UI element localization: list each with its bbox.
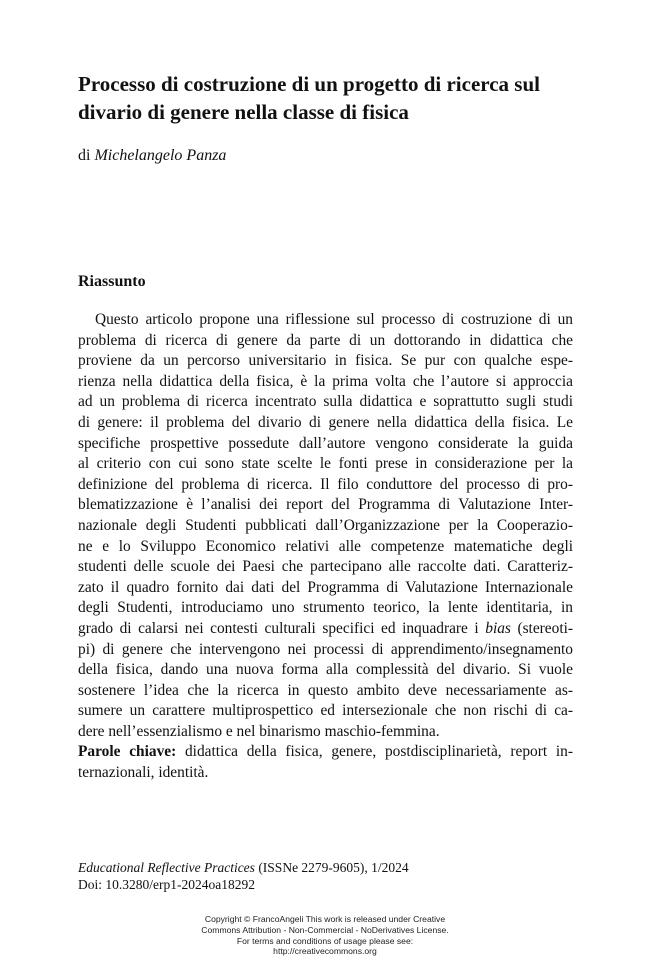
abstract-line: ad un problema di ricerca incentrato sulla didattica e soprattutto sugli studi: [78, 393, 573, 411]
journal-info: [78, 859, 409, 893]
license-notice: [175, 914, 475, 957]
article-title: Processo di costruzione di un progetto di ricerca sul divario di genere nella classe di fisica: [78, 72, 540, 124]
journal-citation: [78, 859, 409, 876]
abstract-line: specifiche prospettive possedute dall’autore vengono considerate la guida: [78, 434, 573, 452]
abstract-line: nazionale degli Studenti pubblicati dall’Organizzazione per la Cooperazio-: [78, 516, 573, 534]
abstract-text: (stereoti-: [510, 619, 573, 637]
doi: Doi: 10.3280/erp1-2024oa18292: [78, 877, 255, 892]
author-name: Michelangelo Panza: [94, 147, 227, 164]
abstract-line: problema di ricerca di genere da parte di un dottorando in didattica che: [78, 331, 573, 349]
abstract-line: al criterio con cui sono state scelte le fonti prese in considerazione per la: [78, 455, 573, 473]
abstract-line: rienza nella didattica della fisica, è la prima volta che l’autore si approccia: [78, 372, 573, 390]
keywords-line: [78, 742, 573, 763]
abstract-line: degli Studenti, introduciamo uno strumento teorico, la lente identitaria, in: [78, 599, 573, 617]
abstract-line: proviene da un percorso universitario in fisica. Se pur con qualche espe-: [78, 352, 573, 370]
abstract-line: blematizzazione è l’analisi dei report del Programma di Valutazione Inter-: [78, 496, 573, 514]
italic-term: bias: [485, 619, 511, 637]
abstract-line: sumere un carattere multiprospettico ed intersezionale che non rischi di ca-: [78, 702, 573, 720]
license-line: Commons Attribution - Non-Commercial - NoDerivatives License.: [201, 924, 449, 935]
abstract-text: grado di calarsi nei contesti culturali specifici ed inquadrare i: [78, 619, 486, 637]
abstract-line: di genere: il problema del divario di genere nella didattica della fisica. Le: [78, 413, 573, 431]
abstract-line: sostenere l’idea che la ricerca in questo ambito deve necessariamente as-: [78, 681, 573, 699]
abstract-line-with-italic: [78, 619, 573, 640]
abstract-line: definizione del problema di ricerca. Il filo conduttore del processo di pro-: [78, 475, 573, 493]
license-line: For terms and conditions of usage please see:: [236, 935, 414, 946]
license-line: Copyright © FrancoAngeli This work is released under Creative: [204, 914, 446, 924]
abstract-line: studenti delle scuole dei Paesi che partecipano alle raccolte dati. Caratteriz-: [78, 558, 573, 576]
keywords-text: didattica della fisica, genere, postdisciplinarietà, report in-: [176, 743, 573, 761]
abstract-line: zato il quadro fornito dai dati del Programma di Valutazione Internazionale: [78, 578, 573, 596]
keywords-label: Parole chiave:: [78, 743, 177, 761]
byline: [78, 146, 226, 166]
abstract-line: della fisica, dando una nuova forma alla complessità del divario. Si vuole: [78, 661, 573, 679]
abstract-line: Questo articolo propone una riflessione sul processo di costruzione di un: [95, 311, 573, 328]
byline-prefix: di: [78, 147, 91, 164]
abstract-heading: Riassunto: [78, 273, 146, 290]
abstract-line: dere nell’essenzialismo e nel binarismo maschio-femmina.: [78, 722, 440, 740]
journal-issn-issue: (ISSNe 2279-9605), 1/2024: [254, 860, 409, 875]
abstract-body: [78, 310, 573, 784]
keywords-line: ternazionali, identità.: [78, 764, 209, 782]
abstract-line: pi) di genere che intervengono nei processi di apprendimento/insegnamento: [78, 640, 573, 658]
license-url[interactable]: http://creativecommons.org: [273, 946, 377, 957]
abstract-line: ne e lo Sviluppo Economico relativi alle competenze matematiche degli: [78, 537, 573, 555]
journal-name: Educational Reflective Practices: [78, 860, 255, 875]
